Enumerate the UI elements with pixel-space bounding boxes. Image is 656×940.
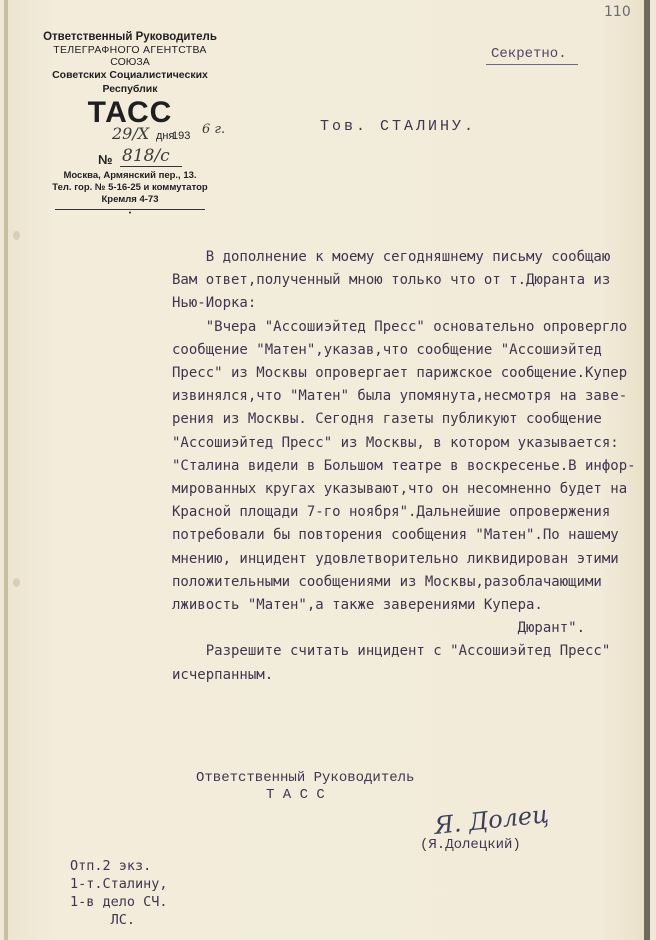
signatory-title-line: Ответственный Руководитель bbox=[196, 770, 415, 786]
body-line: Пресс" из Москвы опровергает парижское сообщение.Купер bbox=[172, 365, 628, 382]
letterhead-number bbox=[32, 148, 228, 170]
body-line: положительными сообщениями из Москвы,разоблачающими bbox=[172, 573, 602, 590]
body-line: "Ассошиэйтед Пресс" из Москвы, в котором указывается: bbox=[172, 434, 619, 451]
letterhead-republics: Советских Социалистических Республик bbox=[52, 69, 208, 95]
body-line: потребовали бы повторения сообщения "Матен".По нашему bbox=[172, 527, 619, 544]
body-line: рения из Москвы. Сегодня газеты публикуют сообщение bbox=[172, 411, 602, 428]
archive-page-number: 110 bbox=[604, 4, 631, 20]
letterhead-ornament: • bbox=[128, 210, 132, 217]
body-line: Дюрант". bbox=[172, 620, 586, 637]
number-handwritten: 818/с bbox=[122, 146, 170, 166]
letterhead-agency: ТЕЛЕГРАФНОГО АГЕНТСТВА bbox=[53, 44, 207, 56]
body-line: Разрешите считать инцидент с "Ассошиэйтед Пресс" bbox=[172, 643, 611, 660]
addressee: Тов. СТАЛИНУ. bbox=[320, 118, 477, 135]
body-line: Вам ответ,полученный мною только что от т.Дюранта из bbox=[172, 272, 611, 289]
signatory-title bbox=[196, 770, 414, 804]
body-line: исчерпанным. bbox=[172, 666, 274, 683]
number-underline bbox=[120, 166, 182, 167]
body-line: лживость "Матен",а также заверениями Купера. bbox=[172, 597, 543, 614]
letterhead-kremlin-phone: Кремля 4-73 bbox=[101, 194, 159, 205]
tass-logo: ТАСС bbox=[87, 96, 173, 129]
body-line: мированных кругах указывают,что он несомненно будет на bbox=[172, 481, 628, 498]
signatory-name: (Я.Долецкий) bbox=[420, 837, 521, 853]
body-line: сообщение "Матен",указав,что сообщение "Ассошиэйтед bbox=[172, 341, 602, 358]
punch-hole bbox=[13, 578, 20, 587]
page-edge-left bbox=[4, 0, 8, 940]
tass-letterhead bbox=[32, 30, 228, 217]
letter-body bbox=[172, 246, 636, 687]
copies-line: 1-в дело СЧ. bbox=[70, 894, 168, 910]
body-line: "Сталина видели в Большом театре в воскресенье.В инфор- bbox=[172, 457, 636, 474]
classification-mark: Секретно. bbox=[491, 46, 567, 62]
year-printed: 193 bbox=[172, 130, 191, 142]
date-label: дня bbox=[156, 130, 175, 142]
letterhead-address: Москва, Армянский пер., 13. bbox=[63, 170, 197, 181]
date-handwritten: 29/Х bbox=[112, 124, 150, 143]
letterhead-title: Ответственный Руководитель bbox=[43, 31, 217, 43]
copies-line: Отп.2 экз. bbox=[70, 858, 152, 874]
signatory-agency: Т А С С bbox=[266, 787, 325, 803]
copies-line: 1-т.Сталину, bbox=[70, 876, 168, 892]
punch-hole bbox=[13, 231, 20, 240]
number-label: № bbox=[98, 152, 113, 167]
body-line: "Вчера "Ассошиэйтед Пресс" основательно опровергло bbox=[172, 318, 628, 335]
body-line: Красной площади 7-го ноября".Дальнейшие опровержения bbox=[172, 504, 611, 521]
body-line: Нью-Иорка: bbox=[172, 295, 257, 312]
page-edge-right bbox=[644, 0, 650, 940]
body-line: мнению, инцидент удовлетворительно ликвидирован этими bbox=[172, 550, 619, 567]
letterhead-union: СОЮЗА bbox=[110, 56, 150, 68]
body-line: В дополнение к моему сегодняшнему письму сообщаю bbox=[172, 249, 611, 265]
distribution-note bbox=[70, 857, 168, 929]
body-line: извинялся,что "Матен" была упомянута,несмотря на завe- bbox=[172, 388, 628, 405]
classification-underline bbox=[486, 64, 578, 65]
letterhead-date bbox=[32, 122, 228, 148]
handwritten-signature: Я. Долец bbox=[432, 800, 550, 840]
letterhead-phone: Тел. гор. № 5-16-25 и коммутатор bbox=[52, 182, 208, 193]
year-handwritten: 6 г. bbox=[202, 122, 226, 137]
copies-line: ЛС. bbox=[70, 912, 136, 928]
